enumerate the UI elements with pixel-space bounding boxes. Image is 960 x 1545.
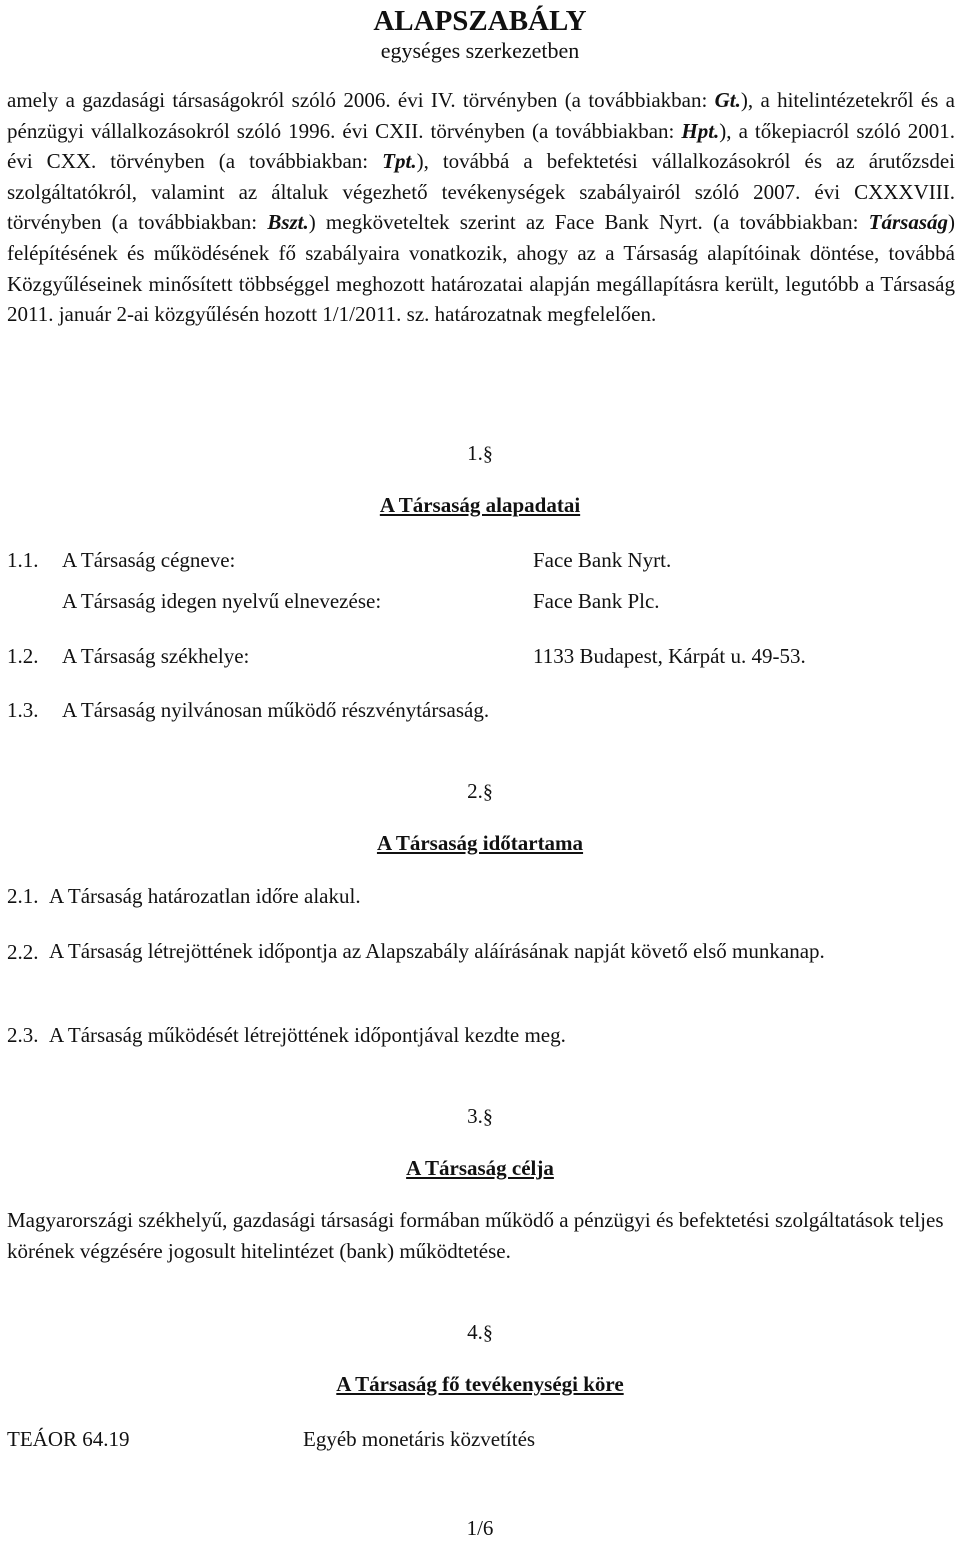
section-4-number: 4.§ (467, 1320, 493, 1344)
section-3-number: 3.§ (467, 1104, 493, 1128)
item-1-1b-label: A Társaság idegen nyelvű elnevezése: (62, 589, 382, 613)
item-1-1-value: Face Bank Nyrt. (533, 548, 672, 572)
document-subtitle: egységes szerkezetben (380, 38, 580, 63)
item-1-3-label: A Társaság nyilvánosan működő részvénytársaság. (62, 698, 490, 722)
item-2-1-text: A Társaság határozatlan időre alakul. (49, 884, 361, 908)
item-1-1-number: 1.1. (7, 548, 39, 572)
item-2-3-text: A Társaság működését létrejöttének időpontjával kezdte meg. (49, 1023, 566, 1047)
item-1-1-label: A Társaság cégneve: (62, 548, 236, 572)
document-title: ALAPSZABÁLY (373, 5, 587, 37)
item-1-2-label: A Társaság székhelye: (62, 644, 250, 668)
item-2-2-number: 2.2. (7, 940, 39, 964)
activity-name: Egyéb monetáris közvetítés (303, 1427, 536, 1451)
item-1-2-value: 1133 Budapest, Kárpát u. 49-53. (533, 644, 806, 668)
section-4-title: A Társaság fő tevékenységi köre (336, 1372, 624, 1396)
section-2-title: A Társaság időtartama (376, 831, 584, 855)
item-1-2-number: 1.2. (7, 644, 39, 668)
intro-paragraph: amely a gazdasági társaságokról szóló 2006. évi IV. törvényben (a továbbiakban: Gt.), a hitelintézetekről és a pénzügyi vállalkozásokról szóló 1996. évi CXII. törvényben (a továbbiakban: Hpt.), a tőkepiacról szóló 2001. évi CXX. törvényben (a továbbiakban: Tpt.), továbbá a befektetési vállalkozásokról és az árutőzsdei szolgáltatókról, valamint az általuk végezhető tevékenységek szabályairól szóló 2007. évi CXXXVIII. törvényben (a továbbiakban: Bszt.) megköveteltek szerint az Face Bank Nyrt. (a továbbiakban: Társaság) felépítésének és működésének fő szabályaira vonatkozik, ahogy az a Társaság alapítóinak döntése, továbbá Közgyűléseinek minősített többséggel meghozott határozatai alapján megállapításra került, legutóbb a Társaság 2011. január 2-ai közgyűlésén hozott 1/1/2011. sz. határozatnak megfelelően. (7, 88, 955, 327)
item-1-1b-value: Face Bank Plc. (533, 589, 660, 613)
section-3-text: Magyarországi székhelyű, gazdasági társasági formában működő a pénzügyi és befektetési szolgáltatások teljes körének végzésére jogosult hitelintézet (bank) működtetése. (7, 1208, 944, 1263)
item-1-3-number: 1.3. (7, 698, 39, 722)
section-3-title: A Társaság célja (406, 1156, 554, 1180)
item-2-2-text: A Társaság létrejöttének időpontja az Alapszabály aláírásának napját követő első munkanap. (49, 939, 825, 963)
section-1-title: A Társaság alapadatai (379, 493, 581, 517)
activity-code: TEÁOR 64.19 (7, 1427, 130, 1451)
section-2-number: 2.§ (467, 779, 493, 803)
item-2-3-number: 2.3. (7, 1023, 39, 1047)
page-number: 1/6 (466, 1516, 494, 1540)
section-1-number: 1.§ (467, 441, 493, 465)
item-2-1-number: 2.1. (7, 884, 39, 908)
